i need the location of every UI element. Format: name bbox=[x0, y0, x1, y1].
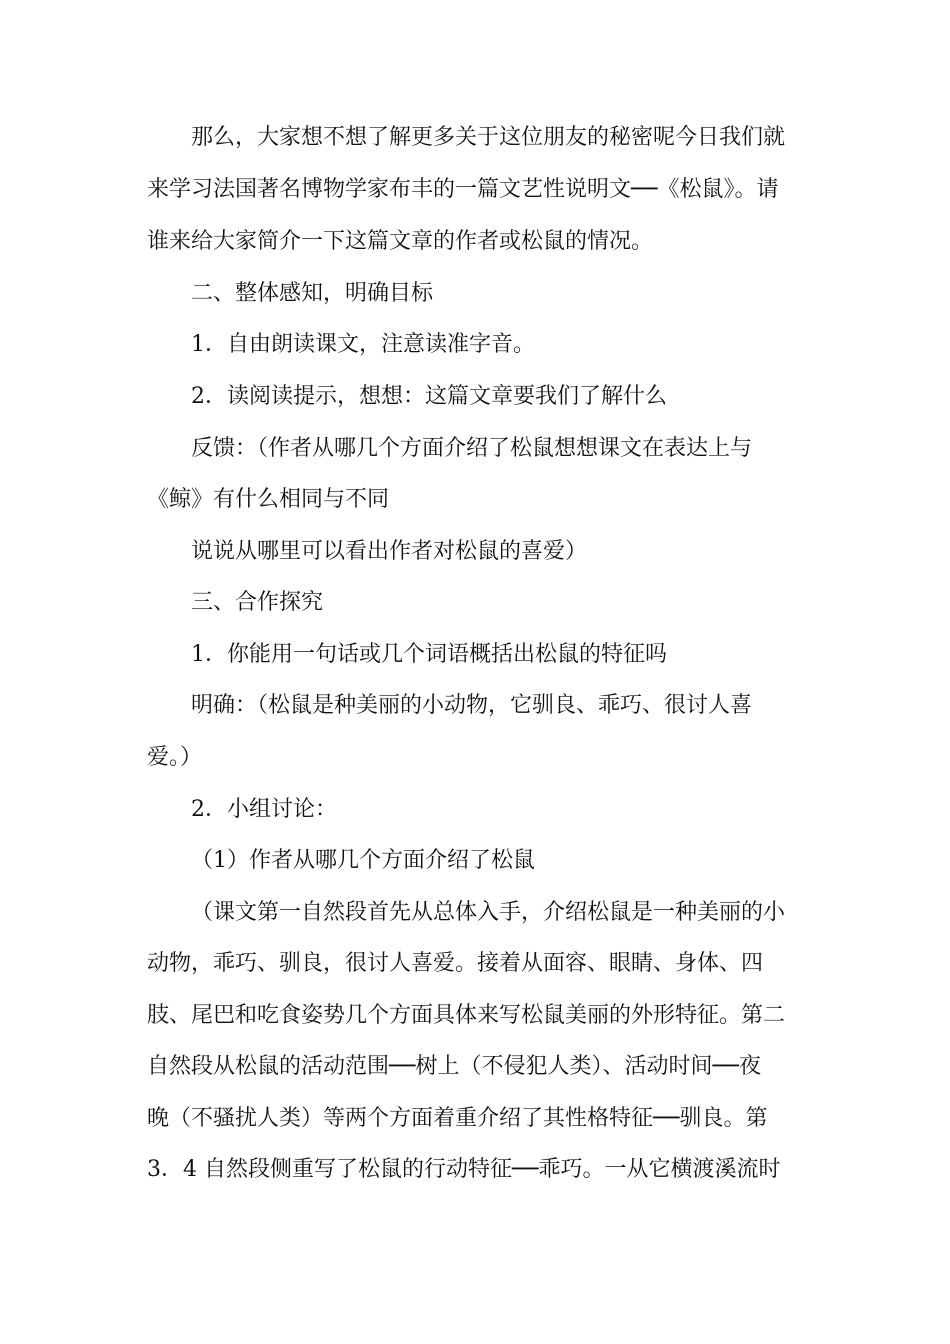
text-line: （课文第一自然段首先从总体入手，介绍松鼠是一种美丽的小 bbox=[191, 900, 786, 925]
text-line: 动物，乖巧、驯良，很讨人喜爱。接着从面容、眼睛、身体、四 bbox=[147, 951, 764, 976]
text-line: 明确：（松鼠是种美丽的小动物，它驯良、乖巧、很讨人喜 bbox=[191, 693, 753, 718]
text-line: 那么，大家想不想了解更多关于这位朋友的秘密呢今日我们就 bbox=[191, 125, 786, 150]
text-line: 晚（不骚扰人类）等两个方面着重介绍了其性格特征──驯良。第 bbox=[147, 1106, 768, 1131]
text-line: 3．4 自然段侧重写了松鼠的行动特征──乖巧。一从它横渡溪流时 bbox=[147, 1157, 781, 1182]
text-line: 反馈：（作者从哪几个方面介绍了松鼠想想课文在表达上与 bbox=[191, 436, 753, 461]
list-item: 2．读阅读提示，想想：这篇文章要我们了解什么 bbox=[191, 384, 667, 409]
text-line: 说说从哪里可以看出作者对松鼠的喜爱） bbox=[191, 539, 588, 564]
text-line: 肢、尾巴和吃食姿势几个方面具体来写松鼠美丽的外形特征。第二 bbox=[147, 1003, 786, 1028]
text-line: 谁来给大家简介一下这篇文章的作者或松鼠的情况。 bbox=[147, 229, 654, 254]
list-item: （1）作者从哪几个方面介绍了松鼠 bbox=[191, 848, 535, 873]
text-line: 爱。） bbox=[147, 745, 203, 770]
section-heading: 二、整体感知，明确目标 bbox=[191, 281, 434, 306]
list-item: 2．小组讨论： bbox=[191, 797, 337, 822]
list-item: 1．你能用一句话或几个词语概括出松鼠的特征吗 bbox=[191, 642, 667, 667]
text-line: 自然段从松鼠的活动范围──树上（不侵犯人类）、活动时间──夜 bbox=[147, 1054, 761, 1079]
list-item: 1．自由朗读课文，注意读准字音。 bbox=[191, 332, 535, 357]
section-heading: 三、合作探究 bbox=[191, 590, 324, 615]
text-line: 来学习法国著名博物学家布丰的一篇文艺性说明文──《松鼠》。请 bbox=[147, 177, 779, 202]
text-line: 《鲸》有什么相同与不同 bbox=[147, 487, 390, 512]
